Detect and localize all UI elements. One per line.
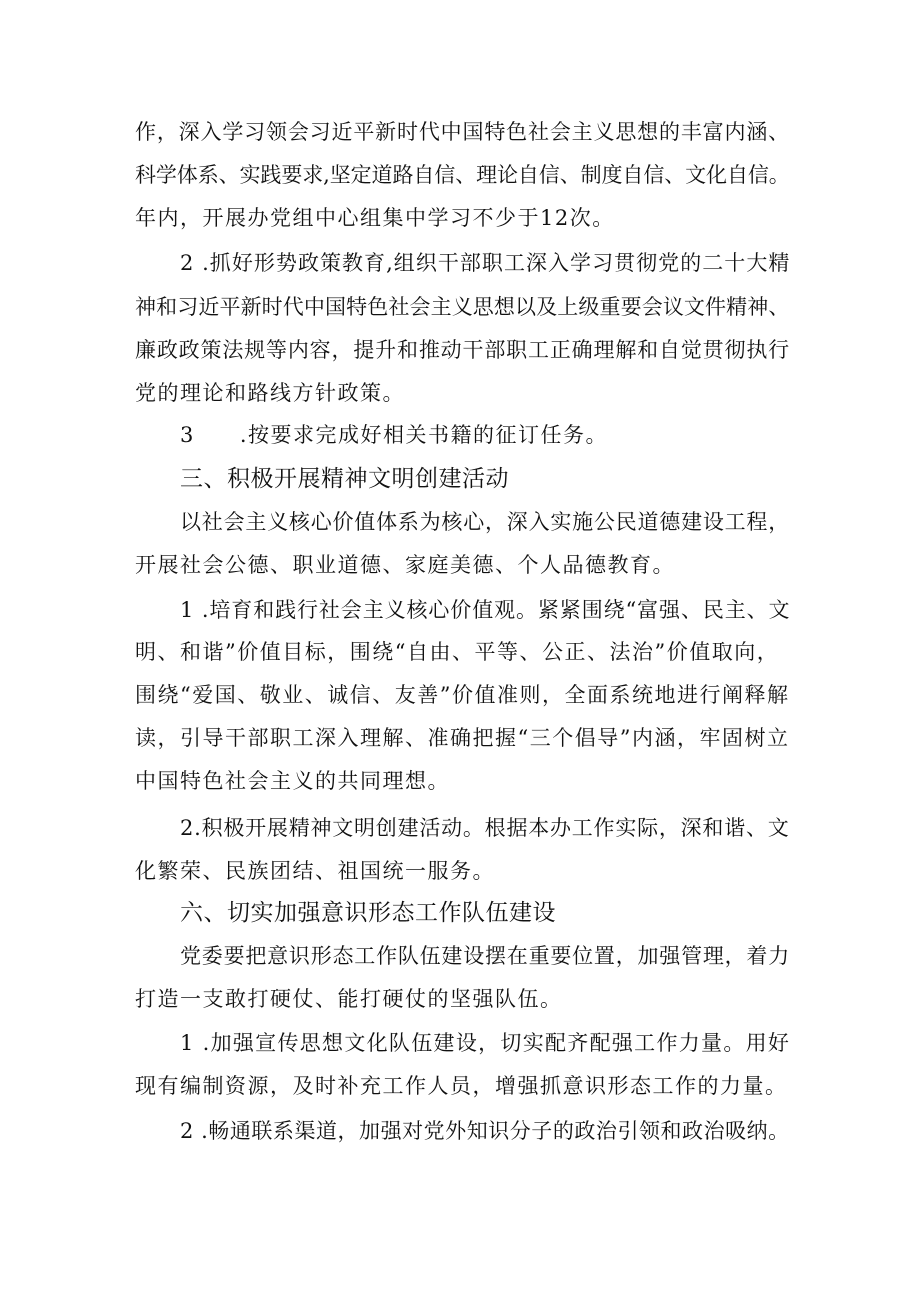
paragraph-line: 年内，开展办党组中心组集中学习不少于12次。 — [135, 206, 615, 230]
list-item-line: 2.积极开展精神文明创建活动。根据本办工作实际，深和谐、文 — [180, 816, 790, 840]
list-item-line: 1 .培育和践行社会主义核心价值观。紧紧围绕“富强、民主、文 — [180, 598, 791, 622]
list-item-line: 1 .加强宣传思想文化队伍建设，切实配齐配强工作力量。用好 — [180, 1031, 791, 1055]
paragraph-line: 化繁荣、民族团结、祖国统一服务。 — [135, 859, 495, 883]
paragraph-line: 神和习近平新时代中国特色社会主义思想以及上级重要会议文件精神、 — [135, 295, 790, 319]
section-heading: 三、积极开展精神文明创建活动 — [180, 466, 509, 492]
paragraph-line: 现有编制资源，及时补充工作人员，增强抓意识形态工作的力量。 — [135, 1074, 788, 1098]
paragraph-line: 以社会主义核心价值体系为核心，深入实施公民道德建设工程， — [180, 510, 790, 534]
section-heading: 六、切实加强意识形态工作队伍建设 — [180, 900, 556, 926]
list-item-line: 2 .抓好形势政策教育,组织干部职工深入学习贯彻党的二十大精 — [180, 251, 791, 275]
paragraph-line: 作，深入学习领会习近平新时代中国特色社会主义思想的丰富内涵、 — [135, 120, 790, 144]
paragraph-line: 廉政政策法规等内容，提升和推动干部职工正确理解和自觉贯彻执行 — [135, 338, 790, 362]
paragraph-line: 明、和谐”价值目标，围绕“自由、平等、公正、法治”价值取向， — [135, 640, 780, 664]
paragraph-line: 打造一支敢打硬仗、能打硬仗的坚强队伍。 — [135, 987, 563, 1011]
paragraph-line: 党的理论和路线方针政策。 — [135, 381, 405, 405]
list-item-line: 3 .按要求完成好相关书籍的征订任务。 — [180, 423, 609, 447]
paragraph-line: 围绕“爱国、敬业、诚信、友善”价值准则，全面系统地进行阐释解 — [135, 683, 790, 707]
paragraph-line: 开展社会公德、职业道德、家庭美德、个人品德教育。 — [135, 553, 675, 577]
paragraph-line: 读，引导干部职工深入理解、准确把握“三个倡导”内涵，牢固树立 — [135, 726, 790, 750]
paragraph-line: 党委要把意识形态工作队伍建设摆在重要位置，加强管理，着力 — [180, 944, 790, 968]
list-item-line: 2 .畅通联系渠道，加强对党外知识分子的政治引领和政治吸纳。 — [180, 1119, 790, 1143]
paragraph-line: 中国特色社会主义的共同理想。 — [135, 769, 450, 793]
paragraph-line: 科学体系、实践要求,坚定道路自信、理论自信、制度自信、文化自信。 — [135, 163, 790, 187]
